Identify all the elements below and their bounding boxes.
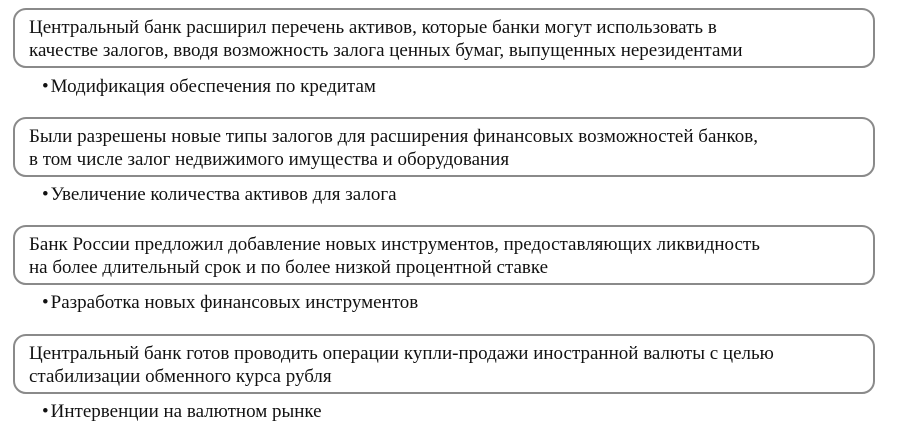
measure-bullet-4 — [42, 401, 322, 423]
measure-box-4 — [13, 334, 875, 394]
measure-bullet-2 — [42, 184, 397, 206]
measure-label-4: Интервенции на валютном рынке — [50, 401, 322, 422]
measure-bullet-1 — [42, 76, 376, 98]
measure-description-3: Банк России предложил добавление новых инструментов, предоставляющих ликвидность на более длительный срок и по более низкой процентной ставке — [29, 234, 760, 278]
bullet-mark-1: • — [42, 76, 49, 97]
bullet-mark-4: • — [42, 401, 49, 422]
measure-bullet-3 — [42, 292, 418, 314]
measure-box-3 — [13, 225, 875, 285]
measure-label-3: Разработка новых финансовых инструментов — [50, 292, 419, 313]
measure-label-1: Модификация обеспечения по кредитам — [50, 76, 376, 97]
measure-box-2 — [13, 117, 875, 177]
bullet-mark-3: • — [42, 292, 49, 313]
bullet-mark-2: • — [42, 184, 49, 205]
measure-description-4: Центральный банк готов проводить операции купли-продажи иностранной валюты с целью стабилизации обменного курса рубля — [29, 343, 774, 387]
measure-box-1 — [13, 8, 875, 68]
measure-label-2: Увеличение количества активов для залога — [50, 184, 397, 205]
measure-description-2: Были разрешены новые типы залогов для расширения финансовых возможностей банков, в том числе залог недвижимого имущества и оборудования — [29, 126, 759, 170]
measure-description-1: Центральный банк расширил перечень активов, которые банки могут использовать в качестве залогов, вводя возможность залога ценных бумаг, выпущенных нерезидентами — [29, 17, 743, 61]
